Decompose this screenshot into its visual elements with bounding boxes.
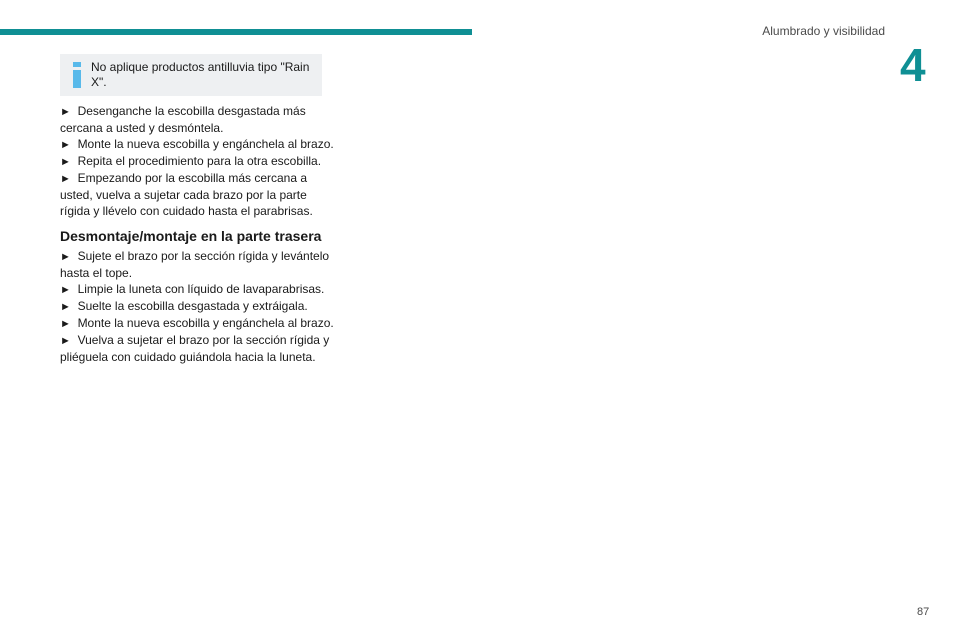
arrow-marker-icon: ►	[60, 156, 71, 168]
arrow-marker-icon: ►	[60, 106, 71, 118]
step-item	[60, 281, 335, 298]
step-item	[60, 136, 335, 153]
step-text: Desenganche la escobilla desgastada más cercana a usted y desmóntela.	[60, 104, 306, 135]
arrow-marker-icon: ►	[60, 251, 71, 263]
step-item	[60, 298, 335, 315]
step-text: Suelte la escobilla desgastada y extráigala.	[77, 299, 308, 313]
step-text: Vuelva a sujetar el brazo por la sección rígida y pliéguela con cuidado guiándola hacia la luneta.	[60, 333, 330, 364]
step-item	[60, 170, 335, 219]
rear-steps-list	[60, 248, 335, 365]
step-item	[60, 315, 335, 332]
step-text: Sujete el brazo por la sección rígida y levántelo hasta el tope.	[60, 249, 330, 280]
step-text: Empezando por la escobilla más cercana a usted, vuelva a sujetar cada brazo por la parte rígida y llévelo con cuidado hasta el parabrisas.	[60, 171, 313, 218]
info-note	[60, 54, 322, 96]
arrow-marker-icon: ►	[60, 139, 71, 151]
step-item	[60, 332, 335, 365]
arrow-marker-icon: ►	[60, 335, 71, 347]
arrow-marker-icon: ►	[60, 301, 71, 313]
chapter-number: 4	[900, 39, 926, 91]
section-title: Alumbrado y visibilidad	[762, 24, 885, 38]
step-item	[60, 153, 335, 170]
arrow-marker-icon: ►	[60, 173, 71, 185]
header-accent-bar	[0, 29, 472, 35]
step-text: Monte la nueva escobilla y engánchela al brazo.	[77, 137, 334, 151]
arrow-marker-icon: ►	[60, 318, 71, 330]
front-steps-list	[60, 103, 335, 219]
step-text: Monte la nueva escobilla y engánchela al brazo.	[77, 316, 334, 330]
step-text: Limpie la luneta con líquido de lavaparabrisas.	[77, 282, 325, 296]
step-item	[60, 103, 335, 136]
arrow-marker-icon: ►	[60, 284, 71, 296]
info-icon	[73, 62, 81, 88]
info-note-text: No aplique productos antilluvia tipo "Rain X".	[91, 60, 310, 89]
step-text: Repita el procedimiento para la otra escobilla.	[77, 154, 322, 168]
page-number: 87	[917, 606, 930, 618]
step-item	[60, 248, 335, 281]
rear-section-heading: Desmontaje/montaje en la parte trasera	[60, 228, 322, 244]
